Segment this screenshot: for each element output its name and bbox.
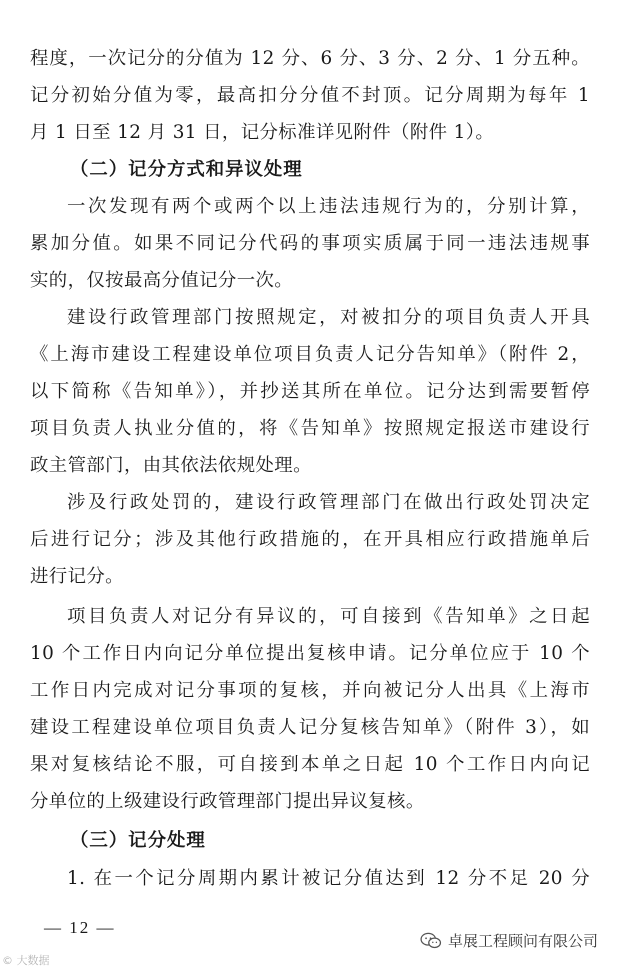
text-line: 果对复核结论不服，可自接到本单之日起 10 个工作日内向记: [30, 754, 590, 775]
paragraph-continuation: [30, 40, 590, 151]
text-line: 分单位的上级建设行政管理部门提出异议复核。: [30, 791, 425, 812]
text-line: 进行记分。: [30, 566, 124, 587]
section-heading-2: （二）记分方式和异议处理: [70, 159, 303, 180]
text-line: 政主管部门，由其依法依规处理。: [30, 455, 312, 476]
watermark-right: [420, 930, 598, 951]
text-line: 涉及行政处罚的，建设行政管理部门在做出行政处罚决定: [67, 492, 590, 513]
watermark-left: [2, 952, 50, 968]
section-heading-3: （三）记分处理: [70, 830, 206, 851]
text-line: 10 个工作日内向记分单位提出复核申请。记分单位应于 10 个: [30, 643, 590, 664]
text-line: 《上海市建设工程建设单位项目负责人记分告知单》（附件 2，: [30, 344, 590, 365]
text-line: 后进行记分；涉及其他行政措施的，在开具相应行政措施单后: [30, 529, 590, 550]
copyright-icon: ©: [2, 954, 13, 967]
text-line: 记分初始分值为零，最高扣分分值不封顶。记分周期为每年 1: [30, 85, 590, 106]
page-number: — 12 —: [44, 918, 116, 937]
text-line: 实的，仅按最高分值记分一次。: [30, 270, 294, 291]
text-line: 项目负责人对记分有异议的，可自接到《告知单》之日起: [67, 606, 590, 627]
paragraph: [30, 484, 590, 595]
paragraph: [30, 299, 590, 484]
paragraph: [30, 598, 590, 820]
text-line: 建设行政管理部门按照规定，对被扣分的项目负责人开具: [67, 307, 590, 328]
paragraph: [30, 860, 590, 897]
text-line: 一次发现有两个或两个以上违法违规行为的，分别计算，: [67, 196, 590, 217]
watermark-left-text: 大数据: [16, 954, 50, 967]
text-line: 工作日内完成对记分事项的复核，并向被记分人出具《上海市: [30, 680, 590, 701]
watermark-right-text: 卓展工程顾问有限公司: [448, 932, 599, 950]
text-line: 以下简称《告知单》），并抄送其所在单位。记分达到需要暂停: [30, 381, 590, 402]
text-line: 项目负责人执业分值的，将《告知单》按照规定报送市建设行: [30, 418, 590, 439]
text-line: 建设工程建设单位项目负责人记分复核告知单》（附件 3），如: [30, 717, 590, 738]
wechat-icon: [420, 932, 442, 950]
text-line: 1. 在一个记分周期内累计被记分值达到 12 分不足 20 分: [67, 868, 590, 889]
text-line: 累加分值。如果不同记分代码的事项实质属于同一违法违规事: [30, 233, 590, 254]
text-line: 程度，一次记分的分值为 12 分、6 分、3 分、2 分、1 分五种。: [30, 48, 590, 69]
paragraph: [30, 188, 590, 299]
text-line last: 月 1 日至 12 月 31 日，记分标准详见附件（附件 1）。: [30, 122, 495, 143]
